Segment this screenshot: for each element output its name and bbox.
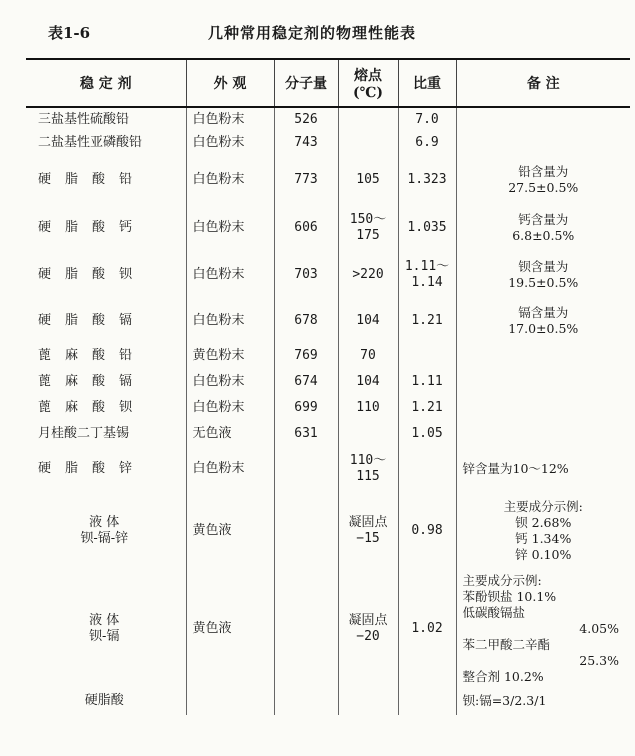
mp-line: 凝固点 xyxy=(348,613,388,628)
cell-name xyxy=(26,571,186,687)
table-row xyxy=(26,251,630,299)
note-line: 4.05% xyxy=(579,621,619,636)
note-line: 17.0±0.5% xyxy=(508,321,579,336)
table-number: 表1-6 xyxy=(48,24,91,42)
col-header-mw: 分子量 xyxy=(274,59,338,107)
cell-sg: 1.035 xyxy=(398,205,456,251)
table-row xyxy=(26,343,630,369)
note-line: 钡含量为 xyxy=(518,259,569,274)
sg-line: 1.11～ xyxy=(404,259,450,274)
sg-line: 1.14 xyxy=(411,275,443,290)
cell-mp: 70 xyxy=(338,343,398,369)
note-line: 整合剂 10.2% xyxy=(462,669,544,684)
col-header-mp-line2: (℃) xyxy=(352,85,384,101)
cell-mw: 674 xyxy=(274,369,338,395)
table-row xyxy=(26,299,630,343)
cell-mw: 526 xyxy=(274,107,338,131)
cell-note xyxy=(456,369,630,395)
mp-line: −20 xyxy=(356,629,380,644)
cell-mw: 631 xyxy=(274,421,338,447)
cell-appearance: 白色粉末 xyxy=(186,131,274,155)
cell-name: 硬脂酸镉 xyxy=(38,313,147,328)
table-row xyxy=(26,205,630,251)
mp-line: 115 xyxy=(356,469,380,484)
mp-line: 凝固点 xyxy=(348,515,388,530)
cell-mw: 773 xyxy=(274,155,338,205)
note-line: 19.5±0.5% xyxy=(508,275,579,290)
cell-appearance: 黄色液 xyxy=(186,491,274,571)
note-line: 低碳酸镉盐 xyxy=(462,605,526,620)
cell-mp: 104 xyxy=(338,299,398,343)
cell-mp: 110 xyxy=(338,395,398,421)
note-line: 锌 0.10% xyxy=(515,547,572,562)
cell-name: 硬脂酸铅 xyxy=(38,172,147,187)
cell-note xyxy=(456,155,630,205)
note-line: 苯二甲酸二辛酯 xyxy=(462,637,551,652)
cell-mp xyxy=(338,107,398,131)
cell-mw: 769 xyxy=(274,343,338,369)
note-line: 苯酚钡盐 10.1% xyxy=(462,589,557,604)
cell-mp xyxy=(338,491,398,571)
cell-sg xyxy=(398,687,456,715)
name-line: 液 体 xyxy=(89,613,120,628)
cell-sg: 7.0 xyxy=(398,107,456,131)
table-row xyxy=(26,421,630,447)
note-line: 27.5±0.5% xyxy=(508,180,579,195)
col-header-name: 稳 定 剂 xyxy=(26,59,186,107)
cell-mp: 104 xyxy=(338,369,398,395)
col-header-notes: 备 注 xyxy=(456,59,630,107)
table-row xyxy=(26,107,630,131)
cell-note: 锌含量为10～12% xyxy=(456,447,630,491)
mp-line: 150～ xyxy=(349,212,387,227)
note-line: 钙含量为 xyxy=(518,212,569,227)
cell-appearance: 白色粉末 xyxy=(186,155,274,205)
cell-note xyxy=(456,395,630,421)
cell-appearance: 黄色粉末 xyxy=(186,343,274,369)
cell-appearance: 白色粉末 xyxy=(186,369,274,395)
cell-note xyxy=(456,491,630,571)
table-row xyxy=(26,491,630,571)
cell-name: 月桂酸二丁基锡 xyxy=(38,426,130,441)
cell-sg: 1.21 xyxy=(398,395,456,421)
name-line: 钡-镉 xyxy=(89,629,120,644)
cell-mp: >220 xyxy=(338,251,398,299)
cell-mw xyxy=(274,687,338,715)
note-line: 主要成分示例: xyxy=(503,499,583,514)
note-line: 25.3% xyxy=(579,653,619,668)
cell-note xyxy=(456,299,630,343)
cell-appearance: 白色粉末 xyxy=(186,395,274,421)
table-row xyxy=(26,687,630,715)
cell-mp xyxy=(338,205,398,251)
cell-note xyxy=(456,421,630,447)
cell-mw xyxy=(274,571,338,687)
cell-note xyxy=(456,571,630,687)
note-line: 钙 1.34% xyxy=(515,531,572,546)
cell-sg: 1.05 xyxy=(398,421,456,447)
note-line: 主要成分示例: xyxy=(462,573,542,588)
cell-mp xyxy=(338,447,398,491)
table-row xyxy=(26,395,630,421)
cell-mp xyxy=(338,571,398,687)
header-row xyxy=(26,59,630,107)
note-line: 铅含量为 xyxy=(518,164,569,179)
cell-note xyxy=(456,107,630,131)
table-row xyxy=(26,369,630,395)
name-line: 钡-镉-锌 xyxy=(80,531,129,546)
note-line: 镉含量为 xyxy=(518,305,569,320)
cell-name: 蓖麻酸镉 xyxy=(38,374,147,389)
col-header-appearance: 外 观 xyxy=(186,59,274,107)
cell-name: 蓖麻酸铅 xyxy=(38,348,147,363)
stabilizer-properties-table xyxy=(26,58,630,715)
cell-note: 钡:镉=3/2.3/1 xyxy=(456,687,630,715)
cell-sg: 6.9 xyxy=(398,131,456,155)
cell-appearance: 黄色液 xyxy=(186,571,274,687)
cell-appearance: 白色粉末 xyxy=(186,205,274,251)
table-row xyxy=(26,131,630,155)
cell-appearance: 白色粉末 xyxy=(186,107,274,131)
cell-appearance xyxy=(186,687,274,715)
cell-name: 硬脂酸 xyxy=(84,693,124,708)
table-row xyxy=(26,571,630,687)
cell-mp xyxy=(338,687,398,715)
cell-sg: 1.02 xyxy=(398,571,456,687)
cell-note xyxy=(456,343,630,369)
table-caption xyxy=(0,20,635,46)
cell-name: 硬脂酸锌 xyxy=(38,461,147,476)
cell-sg: 0.98 xyxy=(398,491,456,571)
cell-mw: 699 xyxy=(274,395,338,421)
cell-note xyxy=(456,251,630,299)
table-row xyxy=(26,447,630,491)
cell-name: 蓖麻酸钡 xyxy=(38,400,147,415)
cell-name: 三盐基性硫酸铅 xyxy=(38,111,130,127)
cell-mw: 743 xyxy=(274,131,338,155)
cell-sg xyxy=(398,251,456,299)
mp-line: −15 xyxy=(356,531,380,546)
cell-mw: 703 xyxy=(274,251,338,299)
cell-appearance: 白色粉末 xyxy=(186,251,274,299)
cell-sg: 1.11 xyxy=(398,369,456,395)
note-line: 钡 2.68% xyxy=(515,515,572,530)
cell-note xyxy=(456,131,630,155)
cell-mp: 105 xyxy=(338,155,398,205)
col-header-mp-line1: 熔点 xyxy=(354,68,382,84)
note-line: 6.8±0.5% xyxy=(512,228,575,243)
cell-sg xyxy=(398,447,456,491)
mp-line: 175 xyxy=(356,228,380,243)
cell-name xyxy=(26,491,186,571)
cell-sg: 1.323 xyxy=(398,155,456,205)
name-line: 液 体 xyxy=(89,515,120,530)
cell-name: 硬脂酸钙 xyxy=(38,220,147,235)
cell-appearance: 白色粉末 xyxy=(186,299,274,343)
cell-mp xyxy=(338,131,398,155)
cell-sg xyxy=(398,343,456,369)
cell-appearance: 白色粉末 xyxy=(186,447,274,491)
cell-mw: 606 xyxy=(274,205,338,251)
col-header-sg: 比重 xyxy=(398,59,456,107)
cell-mw xyxy=(274,491,338,571)
cell-note xyxy=(456,205,630,251)
table-title: 几种常用稳定剂的物理性能表 xyxy=(208,24,417,42)
col-header-mp xyxy=(338,59,398,107)
cell-name: 二盐基性亚磷酸铅 xyxy=(38,135,143,150)
cell-mw xyxy=(274,447,338,491)
cell-mw: 678 xyxy=(274,299,338,343)
cell-sg: 1.21 xyxy=(398,299,456,343)
mp-line: 110～ xyxy=(349,453,387,468)
cell-name: 硬脂酸钡 xyxy=(38,267,147,282)
cell-appearance: 无色液 xyxy=(186,421,274,447)
cell-mp xyxy=(338,421,398,447)
table-row xyxy=(26,155,630,205)
